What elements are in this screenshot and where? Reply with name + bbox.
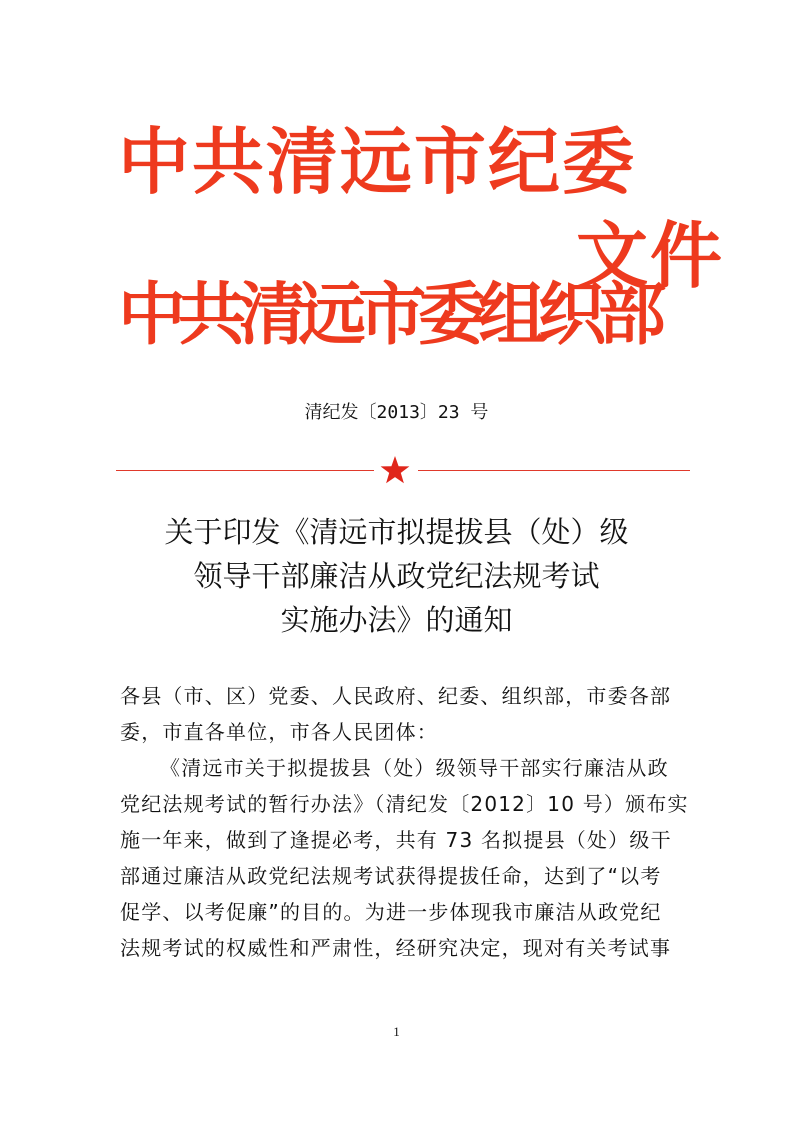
body-line: 施一年来，做到了逢提必考，共有 73 名拟提县（处）级干 <box>120 828 672 852</box>
red-divider-left <box>116 470 374 471</box>
title-line: 领导干部廉洁从政党纪法规考试 <box>193 559 600 593</box>
body-line: 部通过廉洁从政党纪法规考试获得提拔任命，达到了“以考 <box>120 864 662 888</box>
body-line: 委，市直各单位，市各人民团体： <box>120 720 438 744</box>
body-text <box>120 678 689 966</box>
red-star-icon <box>379 455 411 485</box>
body-line: 《清远市关于拟提拔县（处）级领导干部实行廉洁从政 <box>160 756 669 780</box>
issuer-suffix: 文件 <box>576 214 725 298</box>
body-line: 法规考试的权威性和严肃性，经研究决定，现对有关考试事 <box>120 936 672 960</box>
document-number: 清纪发〔2013〕23 号 <box>304 402 489 423</box>
issuer-line-2: 中共清远市委组织部 <box>118 276 659 355</box>
body-line: 党纪法规考试的暂行办法》（清纪发〔2012〕10 号）颁布实 <box>120 792 689 816</box>
document-title <box>0 510 793 642</box>
title-line: 实施办法》的通知 <box>280 603 513 637</box>
red-divider-right <box>418 470 690 471</box>
issuer-line-1: 中共清远市纪委 <box>118 120 637 204</box>
title-line: 关于印发《清远市拟提拔县（处）级 <box>164 515 629 549</box>
body-line: 促学、以考促廉”的目的。为进一步体现我市廉洁从政党纪 <box>120 900 662 924</box>
body-line: 各县（市、区）党委、人民政府、纪委、组织部，市委各部 <box>120 684 672 708</box>
page-number: 1 <box>393 1024 400 1039</box>
